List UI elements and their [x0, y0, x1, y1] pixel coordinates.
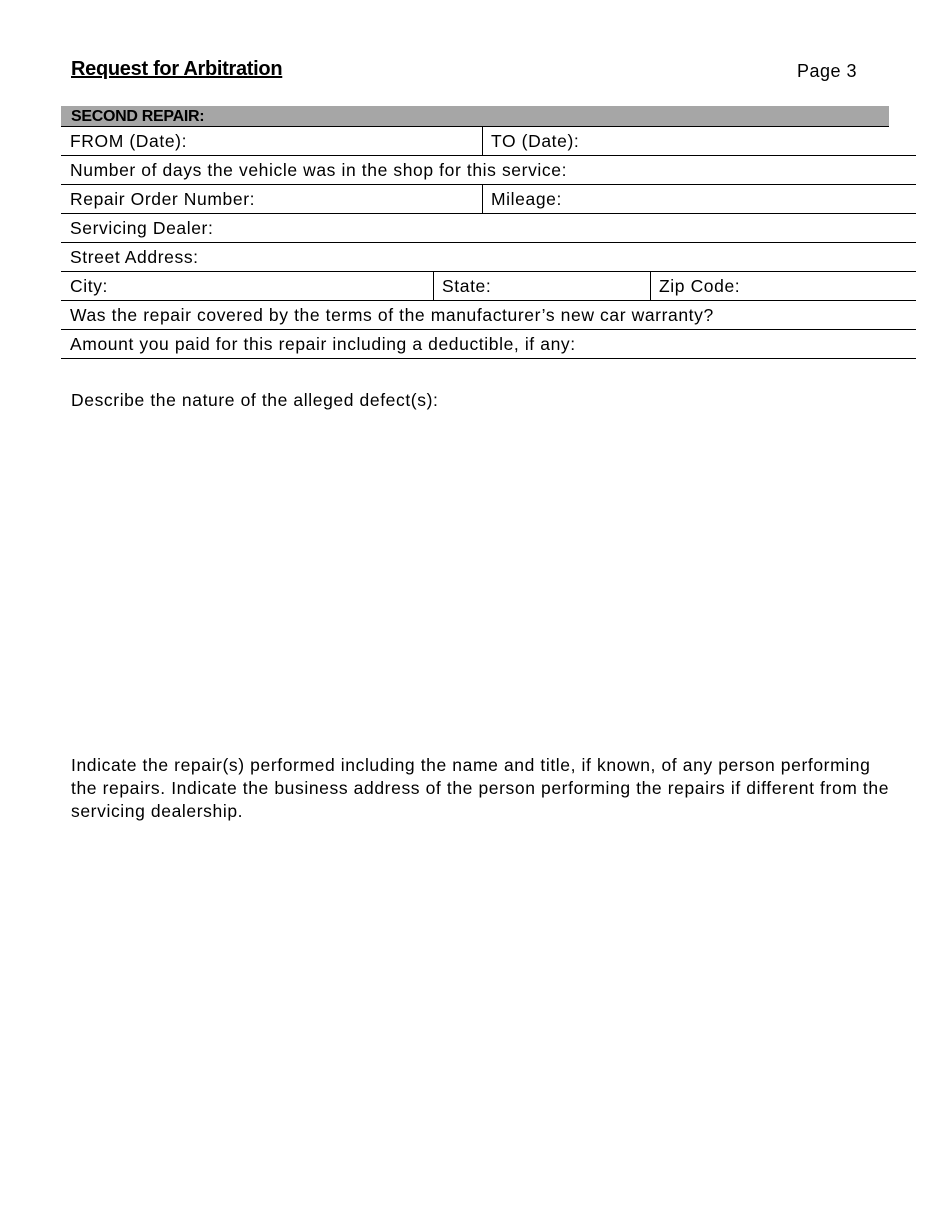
warranty-row [61, 301, 916, 330]
mileage-field[interactable]: Mileage: [482, 185, 916, 213]
date-row [61, 127, 916, 156]
state-field[interactable]: State: [433, 272, 650, 300]
days-in-shop-field[interactable]: Number of days the vehicle was in the shop for this service: [70, 160, 568, 180]
from-date-field[interactable]: FROM (Date): [70, 131, 188, 151]
page-title: Request for Arbitration [71, 58, 283, 80]
section-header: SECOND REPAIR: [61, 106, 889, 127]
street-row [61, 243, 916, 272]
to-date-field[interactable]: TO (Date): [482, 127, 916, 155]
city-state-zip-row [61, 272, 916, 301]
amount-paid-field[interactable]: Amount you paid for this repair including a deductible, if any: [70, 334, 576, 354]
repairs-instructions: Indicate the repair(s) performed including the name and title, if known, of any person performing the repairs. Indicate the business address of the person performing the repairs if different from the servicing dealership. [71, 755, 890, 821]
days-row [61, 156, 916, 185]
amount-row [61, 330, 916, 359]
page-number: Page 3 [797, 61, 858, 81]
describe-defects-label: Describe the nature of the alleged defect(s): [71, 390, 439, 410]
warranty-question-field[interactable]: Was the repair covered by the terms of the manufacturer’s new car warranty? [70, 305, 714, 325]
zip-code-field[interactable]: Zip Code: [650, 272, 916, 300]
city-field[interactable]: City: [70, 276, 108, 296]
second-repair-form [61, 106, 916, 359]
dealer-row [61, 214, 916, 243]
repair-order-row [61, 185, 916, 214]
servicing-dealer-field[interactable]: Servicing Dealer: [70, 218, 214, 238]
repair-order-field[interactable]: Repair Order Number: [70, 189, 256, 209]
street-address-field[interactable]: Street Address: [70, 247, 199, 267]
